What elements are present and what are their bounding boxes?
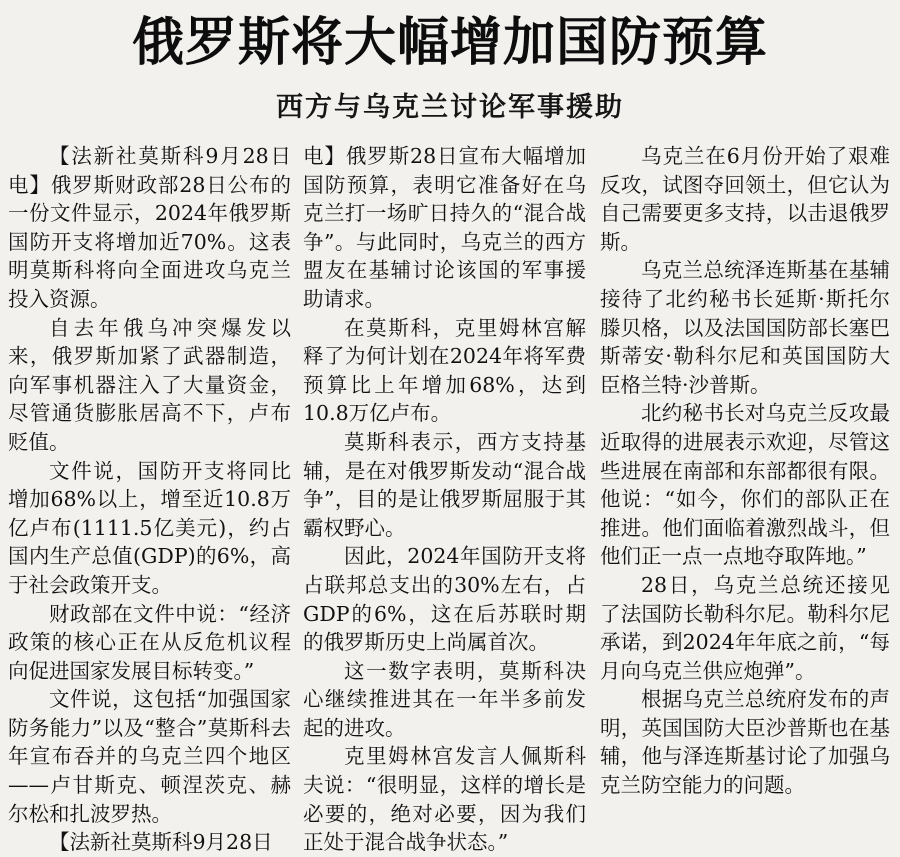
paragraph: 自去年俄乌冲突爆发以来，俄罗斯加紧了武器制造，向军事机器注入了大量资金，尽管通货膨胀居高不下，卢布贬值。 (8, 315, 291, 454)
paragraph: 【法新社莫斯科9月28日电】俄罗斯财政部28日公布的一份文件显示，2024年俄罗斯国防开支将增加近70%。这表明莫斯科将向全面进攻乌克兰投入资源。 (8, 144, 291, 311)
article-column-3 (600, 142, 890, 826)
paragraph: 电】俄罗斯28日宣布大幅增加国防预算，表明它准备好在乌克兰打一场旷日持久的“混合战争”。与此同时，乌克兰的西方盟友在基辅讨论该国的军事援助请求。 (303, 144, 586, 311)
paragraph: 根据乌克兰总统府发布的声明，英国国防大臣沙普斯也在基辅，他与泽连斯基讨论了加强乌克兰防空能力的问题。 (600, 687, 890, 798)
paragraph: 这一数字表明，莫斯科决心继续推进其在一年半多前发起的进攻。 (303, 658, 586, 740)
paragraph: 莫斯科表示，西方支持基辅，是在对俄罗斯发动“混合战争”，目的是让俄罗斯屈服于其霸权野心。 (303, 429, 586, 540)
paragraph: 乌克兰在6月份开始了艰难反攻，试图夺回领土，但它认为自己需要更多支持，以击退俄罗斯。 (600, 144, 890, 254)
subheadline: 西方与乌克兰讨论军事援助 (276, 92, 624, 123)
headline: 俄罗斯将大幅增加国防预算 (131, 13, 768, 73)
paragraph: 文件说，国防开支将同比增加68%以上，增至近10.8万亿卢布(1111.5亿美元)，约占国内生产总值(GDP)的6%，高于社会政策开支。 (8, 458, 291, 597)
paragraph: 克里姆林宫发言人佩斯科夫说：“很明显，这样的增长是必要的，绝对必要，因为我们正处于混合战争状态。” (303, 744, 586, 855)
paragraph: 北约秘书长对乌克兰反攻最近取得的进展表示欢迎，尽管这些进展在南部和东部都很有限。他说：“如今，你们的部队正在推进。他们面临着激烈战斗，但他们正一点一点地夺取阵地。” (600, 401, 890, 569)
paragraph: 28日，乌克兰总统还接见了法国防长勒科尔尼。勒科尔尼承诺，到2024年年底之前，“每月向乌克兰供应炮弹”。 (600, 572, 890, 683)
article-column-2 (303, 142, 586, 855)
paragraph: 在莫斯科，克里姆林宫解释了为何计划在2024年将军费预算比上年增加68%，达到10.8万亿卢布。 (303, 315, 586, 426)
paragraph: 因此，2024年国防开支将占联邦总支出的30%左右，占GDP的6%，这在后苏联时期的俄罗斯历史上尚属首次。 (303, 544, 586, 655)
paragraph: 【法新社莫斯科9月28日 (49, 830, 273, 855)
paragraph: 财政部在文件中说：“经济政策的核心正在从反危机议程向促进国家发展目标转变。” (8, 601, 291, 683)
article-column-1 (8, 142, 291, 855)
paragraph: 文件说，这包括“加强国家防务能力”以及“整合”莫斯科去年宣布吞并的乌克兰四个地区——卢甘斯克、顿涅茨克、赫尔松和扎波罗热。 (8, 687, 291, 826)
paragraph: 乌克兰总统泽连斯基在基辅接待了北约秘书长延斯·斯托尔滕贝格，以及法国国防部长塞巴斯蒂安·勒科尔尼和英国国防大臣格兰特·沙普斯。 (600, 258, 890, 397)
